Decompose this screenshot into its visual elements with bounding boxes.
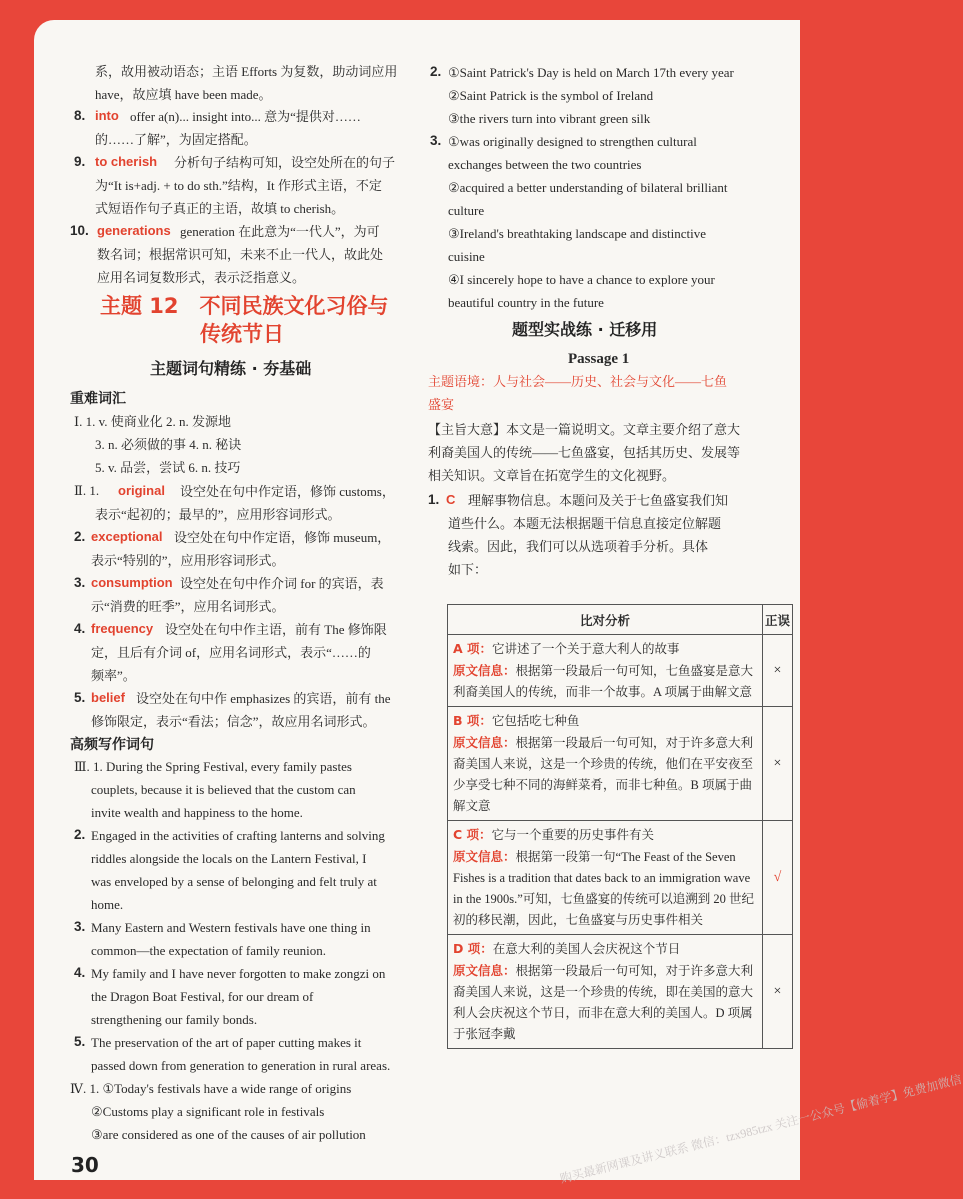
item-number: 5.	[74, 690, 86, 705]
verdict-cell	[763, 707, 793, 821]
item-number: 3.	[430, 133, 442, 148]
watermark: 购买最新网课及讲义联系 微信：tzx985tzx 关注一公众号【偷着学】免费加微信	[558, 1072, 963, 1186]
topic-title: 主题 12 不同民族文化习俗与	[100, 294, 389, 318]
text-line: 设空处在句中作介词 for 的宾语，表	[180, 576, 384, 591]
answer-word: original	[118, 483, 165, 498]
analysis-cell	[448, 821, 763, 935]
summary-line: 利裔美国人的传统——七鱼盛宴，包括其历史、发展等	[428, 445, 741, 460]
text-line: ②Saint Patrick is the symbol of Ireland	[448, 88, 654, 103]
source-line	[453, 732, 757, 817]
text-line: ①was originally designed to strengthen cultural	[448, 134, 697, 149]
option-label: A 项：	[453, 641, 493, 656]
text-line: My family and I have never forgotten to make zongzi on	[91, 966, 386, 981]
option-line	[453, 824, 757, 846]
source-line	[453, 846, 757, 931]
text-line: 为“It is+adj. + to do sth.”结构，It 作形式主语，不定	[95, 178, 382, 193]
table-header: 比对分析	[448, 605, 763, 635]
summary-line: 【主旨大意】本文是一篇说明文。文章主要介绍了意大	[428, 422, 741, 437]
text-line: ④I sincerely hope to have a chance to explore your	[448, 272, 715, 287]
source-text: 根据第一段最后一句可知，七鱼盛宴是意大利裔美国人的传统，而非一个故事。A 项属于曲解文意	[453, 664, 754, 699]
source-label: 原文信息：	[453, 663, 516, 678]
text-line: ②acquired a better understanding of bilateral brilliant	[448, 180, 728, 195]
text-line: ③the rivers turn into vibrant green silk	[448, 111, 651, 126]
table-row	[448, 707, 793, 821]
text-line: riddles alongside the locals on the Lantern Festival, I	[91, 851, 367, 866]
option-text: 它与一个重要的历史事件有关	[491, 828, 655, 842]
text-line: the Dragon Boat Festival, for our dream of	[91, 989, 314, 1004]
text-line: cuisine	[448, 249, 485, 264]
text-line: 定，且后有介词 of，应用名词形式，表示“……的	[91, 645, 371, 660]
text-line: Ⅳ. 1. ①Today's festivals have a wide range of origins	[70, 1081, 352, 1096]
source-text: 根据第一段最后一句可知，对于许多意大利裔美国人来说，这是一个珍贵的传统，即在美国的意大利人会庆祝这个节日，而非在意大利的美国人。D 项属于张冠李戴	[453, 964, 754, 1041]
analysis-cell	[448, 635, 763, 707]
source-line	[453, 660, 757, 703]
page	[34, 20, 963, 1186]
passage-title: Passage 1	[568, 351, 630, 367]
option-text: 它包括吃七种鱼	[491, 714, 580, 728]
answer-word: to cherish	[95, 154, 158, 169]
item-number: 5.	[74, 1034, 86, 1049]
item-number: 3.	[74, 919, 86, 934]
text-line: 表示“起初的；最早的”，应用形容词形式。	[95, 507, 341, 522]
source-label: 原文信息：	[453, 849, 516, 864]
subsection-heading: 重难词汇	[70, 391, 126, 407]
answer-word: into	[95, 108, 119, 123]
verdict-cell	[763, 635, 793, 707]
option-line	[453, 938, 757, 960]
analysis-cell	[448, 707, 763, 821]
text-line: 设空处在句中作 emphasizes 的宾语，前有 the	[136, 691, 391, 706]
section-heading: 主题词句精练 · 夯基础	[150, 359, 312, 378]
table-row	[448, 821, 793, 935]
item-number: 2.	[74, 529, 86, 544]
summary-line: 相关知识。文章旨在拓宽学生的文化视野。	[428, 468, 676, 483]
text-line: 5. v. 品尝，尝试 6. n. 技巧	[95, 460, 241, 475]
answer-word: belief	[91, 690, 125, 705]
item-number: 1.	[428, 492, 440, 507]
text-line: 设空处在句中作定语，修饰 customs，	[180, 484, 395, 499]
table-header: 正误	[763, 605, 793, 635]
answer-word: exceptional	[91, 529, 163, 544]
cross-mark: ×	[773, 755, 782, 771]
text-line: exchanges between the two countries	[448, 157, 642, 172]
answer-word: generations	[97, 223, 171, 238]
answer-word: frequency	[91, 621, 154, 636]
source-line	[453, 960, 757, 1045]
text-line: 系，故用被动语态；主语 Efforts 为复数，助动词应用	[95, 64, 398, 79]
text-line: passed down from generation to generation in rural areas.	[91, 1058, 391, 1073]
check-mark: √	[773, 869, 782, 885]
answer-letter: C	[446, 492, 456, 507]
context-line: 盛宴	[428, 397, 455, 412]
item-number: 10.	[70, 223, 89, 238]
comparison-table	[447, 604, 793, 1049]
text-line: culture	[448, 203, 485, 218]
item-number: 2.	[74, 827, 86, 842]
text-line: The preservation of the art of paper cutting makes it	[91, 1035, 362, 1050]
text-line: ③are considered as one of the causes of air pollution	[91, 1127, 366, 1142]
text-line: 表示“特别的”，应用形容词形式。	[91, 553, 285, 568]
text-line: 理解事物信息。本题问及关于七鱼盛宴我们知	[468, 493, 729, 508]
source-text: 根据第一段第一句“The Feast of the Seven Fishes is a tradition that dates back to an immigration wave in the 1900s.”可知，七鱼盛宴的传统可以追溯到 20 世纪初的移民潮，因此，七鱼盛宴与历史事件相关	[453, 850, 755, 927]
context-line: 主题语境：人与社会——历史、社会与文化——七鱼	[428, 374, 728, 389]
item-number: 3.	[74, 575, 86, 590]
topic-title-line2: 传统节日	[200, 322, 284, 346]
text-line: was enveloped by a sense of belonging and felt truly at	[91, 874, 377, 889]
text-line: common—the expectation of family reunion.	[91, 943, 327, 958]
text-line: 线索。因此，我们可以从选项着手分析。具体	[448, 539, 709, 554]
text-line: Engaged in the activities of crafting lanterns and solving	[91, 828, 385, 843]
text-line: invite wealth and happiness to the home.	[91, 805, 303, 820]
item-number: 4.	[74, 621, 86, 636]
cross-mark: ×	[773, 983, 782, 999]
item-number: 9.	[74, 154, 86, 169]
option-text: 它讲述了一个关于意大利人的故事	[492, 642, 680, 656]
option-line	[453, 710, 757, 732]
text-line: generation 在此意为“一代人”，为可	[180, 224, 380, 239]
text-line: ②Customs play a significant role in festivals	[91, 1104, 325, 1119]
option-label: C 项：	[453, 827, 492, 842]
item-number: 8.	[74, 108, 86, 123]
text-line: beautiful country in the future	[448, 295, 604, 310]
verdict-cell	[763, 821, 793, 935]
item-number: 4.	[74, 965, 86, 980]
option-text: 在意大利的美国人会庆祝这个节日	[492, 942, 681, 956]
section-heading: 题型实战练 · 迁移用	[512, 320, 658, 339]
table-body	[448, 635, 793, 1049]
text-line: Ⅲ. 1. During the Spring Festival, every family pastes	[74, 759, 352, 774]
option-label: D 项：	[453, 941, 493, 956]
verdict-cell	[763, 935, 793, 1049]
text-line: 数名词；根据常识可知，未来不止一代人，故此处	[97, 247, 384, 262]
text-line: home.	[91, 897, 124, 912]
text-line: 3. n. 必须做的事 4. n. 秘诀	[95, 437, 242, 452]
answer-word: consumption	[91, 575, 173, 590]
source-label: 原文信息：	[453, 735, 516, 750]
text-line: 分析句子结构可知，设空处所在的句子	[174, 155, 396, 170]
text-line: couplets, because it is believed that the custom can	[91, 782, 356, 797]
table-row	[448, 935, 793, 1049]
text-line: ③Ireland's breathtaking landscape and distinctive	[448, 226, 707, 241]
text-line: 应用名词复数形式，表示泛指意义。	[97, 270, 306, 285]
text-line: 示“消费的旺季”，应用名词形式。	[91, 599, 285, 614]
text-line: offer a(n)... insight into... 意为“提供对……	[130, 109, 361, 124]
text-line: Ⅰ. 1. v. 使商业化 2. n. 发源地	[74, 414, 232, 429]
text-line: strengthening our family bonds.	[91, 1012, 258, 1027]
text-line: 式短语作句子真正的主语，故填 to cherish。	[95, 201, 345, 216]
text-line: 如下：	[448, 562, 488, 577]
text-line: 频率”。	[91, 668, 136, 683]
option-label: B 项：	[453, 713, 492, 728]
source-text: 根据第一段最后一句可知，对于许多意大利裔美国人来说，这是一个珍贵的传统，他们在平安夜至少享受七种不同的海鲜菜肴，而非七种鱼。B 项属于曲解文意	[453, 736, 754, 813]
table-row	[448, 635, 793, 707]
text-line: 道些什么。本题无法根据题干信息直接定位解题	[448, 516, 722, 531]
source-label: 原文信息：	[453, 963, 516, 978]
page-number: 30	[71, 1153, 99, 1177]
option-line	[453, 638, 757, 660]
item-number: Ⅱ. 1.	[74, 483, 100, 498]
text-line: 修饰限定，表示“看法；信念”，故应用名词形式。	[91, 714, 376, 729]
text-line: have，故应填 have been made。	[95, 87, 272, 102]
text-line: 设空处在句中作主语，前有 The 修饰限	[165, 622, 387, 637]
text-line: ①Saint Patrick's Day is held on March 17th every year	[448, 65, 734, 80]
analysis-cell	[448, 935, 763, 1049]
text-line: 的……了解”，为固定搭配。	[95, 132, 257, 147]
text-line: Many Eastern and Western festivals have one thing in	[91, 920, 371, 935]
item-number: 2.	[430, 64, 442, 79]
subsection-heading: 高频写作词句	[70, 737, 154, 753]
cross-mark: ×	[773, 662, 782, 678]
text-line: 设空处在句中作定语，修饰 museum，	[174, 530, 391, 545]
